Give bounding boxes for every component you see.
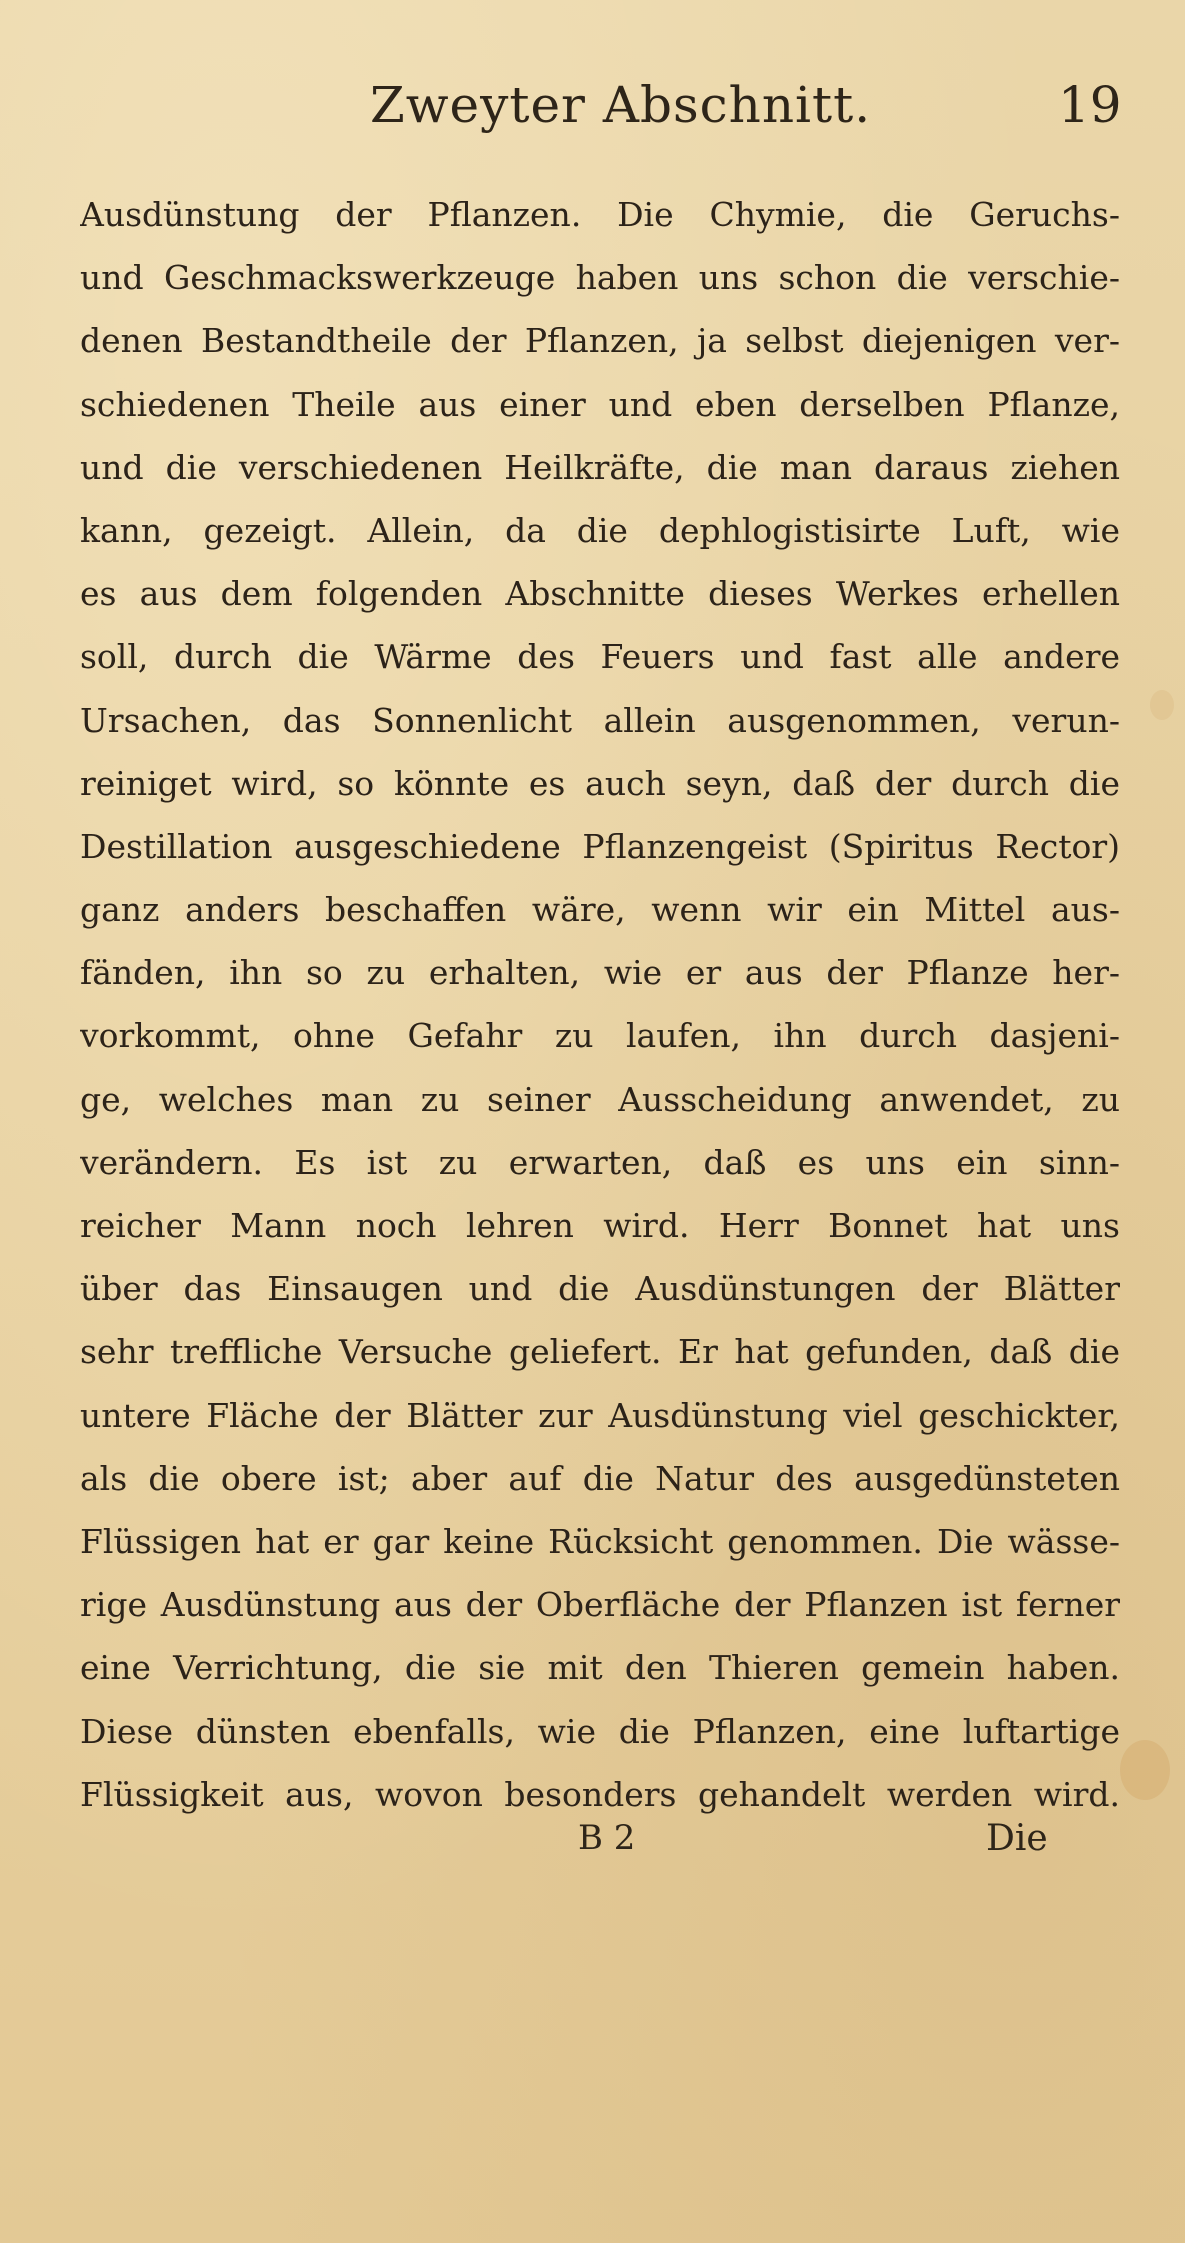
paper-stain: [1120, 1740, 1170, 1800]
text-line: schiedenen Theile aus einer und eben derselben Pflanze,: [80, 384, 1120, 424]
text-line: ge, welches man zu seiner Ausscheidung anwendet, zu: [80, 1079, 1120, 1119]
text-line: vorkommt, ohne Gefahr zu laufen, ihn durch dasjeni-: [80, 1016, 1120, 1056]
text-line: ganz anders beschaffen wäre, wenn wir ein Mittel aus-: [80, 890, 1120, 930]
text-line: eine Verrichtung, die sie mit den Thieren gemein haben.: [80, 1648, 1120, 1688]
text-line: Flüssigkeit aus, wovon besonders gehandelt werden wird.: [80, 1774, 1120, 1814]
text-line: denen Bestandtheile der Pflanzen, ja selbst diejenigen ver-: [80, 321, 1120, 361]
text-line: Destillation ausgeschiedene Pflanzengeist (Spiritus Rector): [80, 826, 1120, 866]
text-line: und die verschiedenen Heilkräfte, die man daraus ziehen: [80, 447, 1120, 487]
text-line: verändern. Es ist zu erwarten, daß es uns ein sinn-: [80, 1142, 1120, 1182]
text-line: rige Ausdünstung aus der Oberfläche der Pflanzen ist ferner: [80, 1585, 1120, 1625]
text-line: reiniget wird, so könnte es auch seyn, daß der durch die: [80, 763, 1120, 803]
text-line: und Geschmackswerkzeuge haben uns schon die verschie-: [80, 258, 1120, 298]
running-head: [0, 70, 1185, 160]
section-title: Zweyter Abschnitt.: [370, 76, 872, 134]
text-line: als die obere ist; aber auf die Natur des ausgedünsteten: [80, 1458, 1120, 1498]
paper-stain: [1150, 690, 1174, 720]
text-line: fänden, ihn so zu erhalten, wie er aus der Pflanze her-: [80, 953, 1120, 993]
text-line: Ausdünstung der Pflanzen. Die Chymie, die Geruchs-: [80, 195, 1120, 234]
text-line: Flüssigen hat er gar keine Rücksicht genommen. Die wässe-: [80, 1521, 1120, 1561]
text-line: kann, gezeigt. Allein, da die dephlogistisirte Luft, wie: [80, 510, 1120, 550]
page-number: 19: [1058, 76, 1122, 134]
body-text: [80, 183, 1120, 1826]
signature-mark: B 2: [578, 1818, 636, 1858]
text-line: untere Fläche der Blätter zur Ausdünstung viel geschickter,: [80, 1395, 1120, 1435]
text-line: reicher Mann noch lehren wird. Herr Bonnet hat uns: [80, 1206, 1120, 1245]
text-line: Diese dünsten ebenfalls, wie die Pflanzen, eine luftartige: [80, 1711, 1120, 1751]
text-line: sehr treffliche Versuche geliefert. Er hat gefunden, daß die: [80, 1332, 1120, 1372]
text-line: es aus dem folgenden Abschnitte dieses Werkes erhellen: [80, 574, 1120, 614]
text-line: Ursachen, das Sonnenlicht allein ausgenommen, verun-: [80, 700, 1120, 740]
text-line: über das Einsaugen und die Ausdünstungen der Blätter: [80, 1269, 1120, 1309]
catchword: Die: [986, 1818, 1048, 1859]
text-line: soll, durch die Wärme des Feuers und fast alle andere: [80, 637, 1120, 677]
